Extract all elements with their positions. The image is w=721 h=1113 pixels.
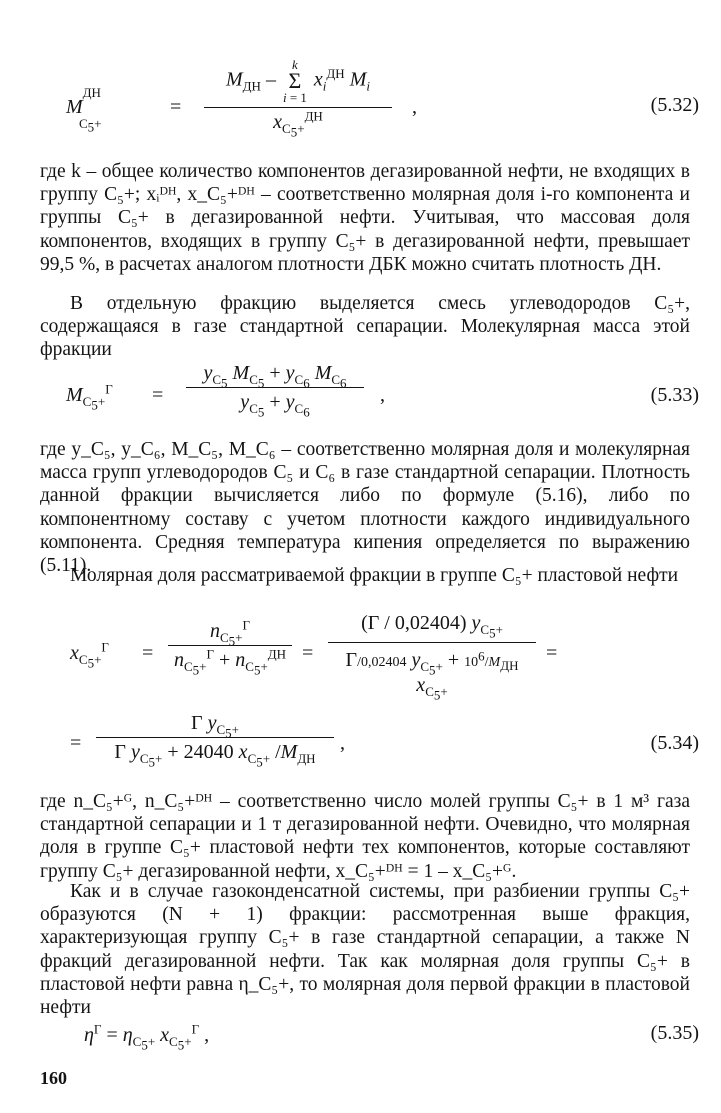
paragraph: Как и в случае газоконденсатной системы, при разбиении группы C₅+ образуются (N + 1) фракции: рассмотренная выше фракция, характеризующая группу C₅+ в газе стандартной сепарации, а также N фракций дегазированной нефти. Так как молярная доля группы C₅+ в пластовой нефти равна η_C₅+, то молярная доля первой фракции в пластовой нефти (40, 881, 690, 1019)
equation-5-34-part-2: = Г $y_{C_5+}$ Г $y_{C_5+} + 24040$ $x_{C_5+}$ $/M_{ДН}$ , (70, 712, 345, 770)
paragraph: Молярная доля рассматриваемой фракции в группе C₅+ пластовой нефти (70, 565, 679, 586)
equation-5-35: $\eta^Г = \eta_{C_5+}$ $x_{C_5+}^Г$ , (84, 1021, 210, 1053)
equation-number: (5.34) (650, 732, 699, 754)
equation-number: (5.32) (650, 94, 699, 116)
equation-number: (5.33) (650, 384, 699, 406)
equation-5-33: $M_{C_5+}^Г$ = $\frac{y_{C_5} M_{C_5} + y_{C_6} M_{C_6}}{y_{C_5} + y_{C_6}}$ , (66, 362, 385, 420)
paragraph: где y_C₅, y_C₆, M_C₅, M_C₆ – соответственно молярная доля и молекулярная масса групп углеводородов C₅ и C₆ в газе стандартной сепарации. Плотность данной фракции вычисляется либо по формуле (5.16), либо по компонентному составу с учетом плотности каждого индивидуального компонента. Средняя температура кипения определяется по выражению (5.11). (40, 439, 690, 577)
paragraph: где n_C₅+ᴳ, n_C₅+ᴰᴴ – соответственно число молей группы C₅+ в 1 м³ газа стандартной сепарации и 1 т дегазированной нефти. Очевидно, что молярная доля в группе C₅+ пластовой нефти тех компонентов, которые составляют группу C₅+ дегазированной нефти, x_C₅+ᴰᴴ = 1 – x_C₅+ᴳ. (40, 791, 690, 882)
equation-5-34-part-1: $x_{C_5+}^Г$ = $n_{C_5+}^Г$ $n_{C_5+}^Г + n_{C_5+}^{ДН}$ = (Г / 0,02404) $y_{C_5+}$ Г/0,02404 $y_{C_5+} + 10^6/M_{ДН}$ $x_{C_5+}$ = (70, 612, 558, 703)
page-number: 160 (40, 1068, 67, 1088)
equation-5-32: $M^{ДН}_{C_5+}$ = $M_{ДН}$ – k Σ i = 1 $x_i^{ДН}$ $M_i$ $x_{C_5+}^{ДН}$ , (66, 57, 417, 140)
paragraph: где k – общее количество компонентов дегазированной нефти, не входящих в группу C₅+; xᵢᴰᴴ, x_C₅+ᴰᴴ – соответственно молярная доля i-го компонента и группы C₅+ в дегазированной нефти. Учитывая, что массовая доля компонентов, входящих в группу C₅+ в дегазированной нефти, превышает 99,5 %, в расчетах аналогом плотности ДБК можно считать плотность ДН. (40, 161, 690, 275)
paragraph: В отдельную фракцию выделяется смесь углеводородов C₅+, содержащаяся в газе стандартной сепарации. Молекулярная масса этой фракции (40, 293, 690, 361)
equation-number: (5.35) (650, 1022, 699, 1044)
